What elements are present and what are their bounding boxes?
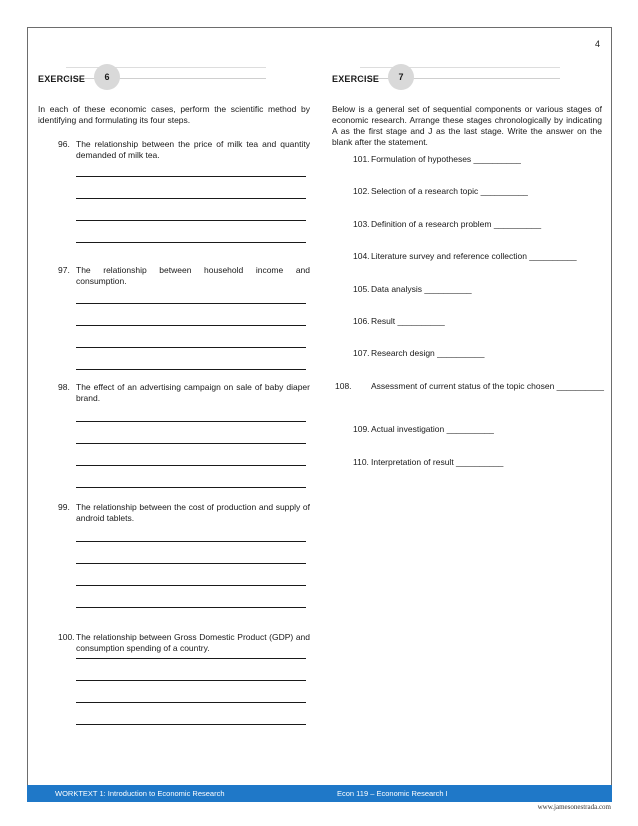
answer-line[interactable] [76, 658, 306, 659]
question-number: 97. [58, 265, 70, 275]
stage-number: 109. [353, 424, 370, 434]
stage-text: Definition of a research problem __________ [371, 219, 542, 229]
answer-line[interactable] [76, 541, 306, 542]
question-item [58, 139, 310, 161]
stage-text: Actual investigation __________ [371, 424, 494, 434]
question-text: The relationship between household income and consumption. [76, 265, 310, 286]
stage-item[interactable] [353, 348, 603, 359]
page-number: 4 [594, 39, 600, 49]
stage-item[interactable] [335, 381, 611, 392]
exercise-6-instructions: In each of these economic cases, perform the scientific method by identifying and formulating its four steps. [38, 104, 310, 125]
stage-number: 101. [353, 154, 370, 164]
question-item [58, 502, 310, 524]
stage-item[interactable] [353, 186, 603, 197]
answer-line[interactable] [76, 303, 306, 304]
question-item [58, 265, 310, 287]
stage-text: Data analysis __________ [371, 284, 472, 294]
stage-item[interactable] [353, 154, 603, 165]
stage-text: Assessment of current status of the topic chosen __________ [371, 381, 604, 391]
answer-line[interactable] [76, 242, 306, 243]
question-number: 99. [58, 502, 70, 512]
stage-text: Result __________ [371, 316, 445, 326]
question-text: The relationship between the price of milk tea and quantity demanded of milk tea. [76, 139, 310, 160]
stage-item[interactable] [353, 316, 603, 327]
question-number: 100. [58, 632, 75, 642]
stage-number: 104. [353, 251, 370, 261]
answer-line[interactable] [76, 607, 306, 608]
stage-item[interactable] [353, 457, 603, 468]
stage-text: Literature survey and reference collection __________ [371, 251, 577, 261]
answer-line[interactable] [76, 702, 306, 703]
stage-item[interactable] [353, 424, 603, 435]
exercise-label: EXERCISE [38, 74, 86, 84]
footer-course-title: Econ 119 – Economic Research I [337, 789, 448, 798]
stage-number: 108. [335, 381, 352, 391]
stage-number: 106. [353, 316, 370, 326]
answer-line[interactable] [76, 465, 306, 466]
footer-worktext-title: WORKTEXT 1: Introduction to Economic Research [55, 789, 225, 798]
question-text: The relationship between Gross Domestic Product (GDP) and consumption spending of a country. [76, 632, 310, 653]
exercise-6-column [38, 74, 310, 725]
answer-line[interactable] [76, 443, 306, 444]
answer-line[interactable] [76, 347, 306, 348]
stage-text: Interpretation of result __________ [371, 457, 504, 467]
question-item [58, 382, 310, 404]
answer-line[interactable] [76, 487, 306, 488]
question-number: 96. [58, 139, 70, 149]
stage-number: 107. [353, 348, 370, 358]
stage-text: Selection of a research topic __________ [371, 186, 528, 196]
exercise-7-instructions: Below is a general set of sequential components or various stages of economic research. Arrange these stages chronologically by indicating A as the first stage and J as the last stage. Write the answer on the blank after the statement. [332, 104, 602, 147]
stage-number: 105. [353, 284, 370, 294]
exercise-7-header [332, 74, 602, 104]
answer-line[interactable] [76, 198, 306, 199]
page-frame [27, 27, 612, 802]
website-url[interactable]: www.jamesonestrada.com [537, 803, 611, 811]
exercise-7-column [332, 72, 604, 467]
exercise-label: EXERCISE [332, 74, 380, 84]
stage-item[interactable] [353, 284, 603, 295]
question-text: The effect of an advertising campaign on sale of baby diaper brand. [76, 382, 310, 403]
exercise-number-badge: 6 [94, 64, 120, 90]
answer-line[interactable] [76, 724, 306, 725]
stage-text: Formulation of hypotheses __________ [371, 154, 521, 164]
question-text: The relationship between the cost of production and supply of android tablets. [76, 502, 310, 523]
answer-line[interactable] [76, 220, 306, 221]
exercise-6-header [38, 74, 310, 104]
answer-line[interactable] [76, 563, 306, 564]
stage-number: 110. [353, 457, 369, 467]
stage-item[interactable] [353, 251, 603, 262]
question-number: 98. [58, 382, 70, 392]
question-item [58, 632, 310, 654]
answer-line[interactable] [76, 680, 306, 681]
footer-bar [27, 785, 612, 802]
stage-item[interactable] [353, 219, 603, 230]
answer-line[interactable] [76, 176, 306, 177]
stage-number: 103. [353, 219, 370, 229]
answer-line[interactable] [76, 421, 306, 422]
stage-number: 102. [353, 186, 370, 196]
answer-line[interactable] [76, 369, 306, 370]
stage-text: Research design __________ [371, 348, 485, 358]
exercise-number-badge: 7 [388, 64, 414, 90]
answer-line[interactable] [76, 585, 306, 586]
answer-line[interactable] [76, 325, 306, 326]
